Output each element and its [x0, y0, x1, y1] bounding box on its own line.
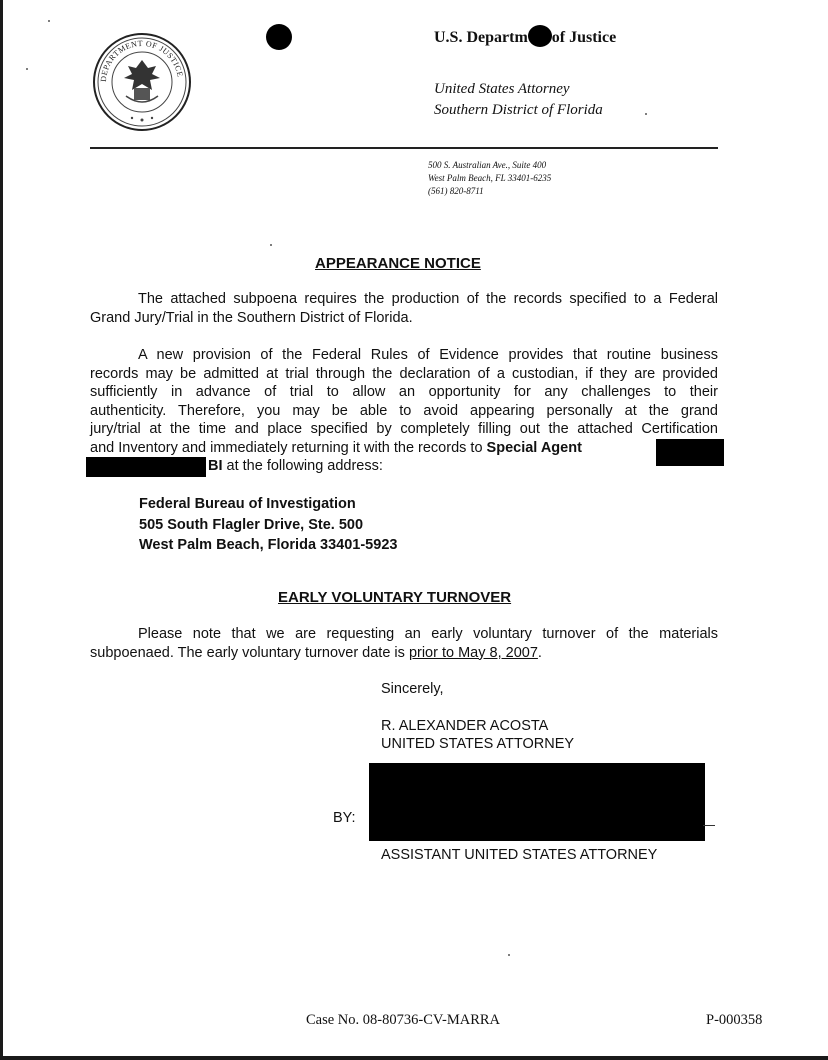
scan-speck [26, 68, 28, 70]
by-label: BY: [333, 810, 356, 826]
letterhead-divider [90, 147, 718, 149]
agent-name-redaction [656, 439, 724, 466]
bates-number: P-000358 [706, 1012, 763, 1028]
case-number: Case No. 08-80736-CV-MARRA [306, 1012, 501, 1028]
seal-text: DEPARTMENT OF JUSTICE [98, 38, 185, 83]
office-address-line1: 500 S. Australian Ave., Suite 400 [428, 160, 547, 170]
scan-speck [48, 20, 50, 22]
signature-redaction [369, 763, 705, 841]
appearance-paragraph-2: A new provision of the Federal Rules of Evidence provides that routine business records may be admitted at trial through the declaration of a custodian, if they are provided sufficiently in advance of trial to allow an opportunity for any challenges to their authenticity. Therefore, you may be able to avoid appearing personally at the grand jury/trial at the time and place specified by completely filling out the attached Certification and Inventory and immediately returning it with the records to Special Agent BI at the following address: [90, 347, 718, 474]
district-name: Southern District of Florida [434, 102, 603, 118]
signer-title: UNITED STATES ATTORNEY [381, 736, 575, 752]
signer-name: R. ALEXANDER ACOSTA [381, 718, 549, 734]
scan-speck [645, 113, 647, 115]
scan-edge-bottom [0, 1056, 828, 1060]
appearance-paragraph-1: The attached subpoena requires the production of the records specified to a Federal Grand Jury/Trial in the Southern District of Florida. [90, 291, 718, 326]
agent-name-redaction-2 [86, 457, 206, 477]
special-agent-label: Special Agent [486, 439, 582, 456]
assistant-title: ASSISTANT UNITED STATES ATTORNEY [381, 847, 658, 863]
turnover-date: prior to May 8, 2007 [408, 644, 538, 661]
office-address-line2: West Palm Beach, FL 33401-6235 [428, 173, 552, 183]
closing: Sincerely, [381, 681, 444, 697]
doj-seal-icon [92, 32, 192, 132]
scan-speck [508, 954, 510, 956]
office-phone: (561) 820-8711 [428, 186, 484, 196]
early-turnover-paragraph: Please note that we are requesting an early voluntary turnover of the materials subpoenaed. The early voluntary turnover date is prior to May 8, 2007. [90, 626, 718, 661]
scan-speck [270, 244, 272, 246]
early-turnover-heading: EARLY VOLUNTARY TURNOVER [278, 589, 512, 606]
scan-edge-left [0, 0, 3, 1060]
fbi-address-block: Federal Bureau of Investigation 505 South Flagler Drive, Ste. 500 West Palm Beach, Florida 33401-5923 [139, 496, 398, 553]
department-name: U.S. Departm of Justice [434, 25, 616, 47]
redaction-blot [266, 24, 292, 50]
department-redaction [528, 25, 552, 47]
signature-line [703, 825, 715, 826]
appearance-notice-heading: APPEARANCE NOTICE [315, 255, 481, 272]
office-name: United States Attorney [434, 81, 570, 97]
